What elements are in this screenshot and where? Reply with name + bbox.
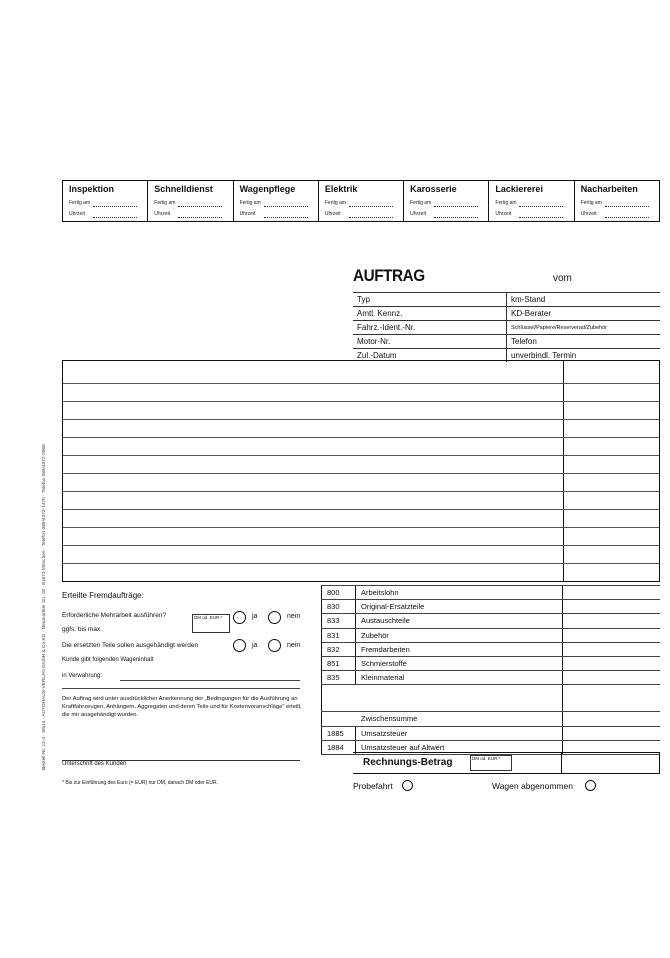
fertig-label: Fertig am bbox=[239, 200, 261, 206]
cost-code: 1885 bbox=[327, 728, 344, 738]
cell-border bbox=[355, 614, 356, 627]
table-row[interactable] bbox=[321, 726, 660, 740]
cell-border bbox=[561, 753, 562, 773]
vehicle-field-label[interactable]: Motor-Nr. bbox=[353, 335, 507, 349]
service-lackiererei[interactable] bbox=[489, 181, 574, 221]
service-elektrik[interactable] bbox=[319, 181, 404, 221]
table-row bbox=[353, 335, 660, 349]
mehrarbeit-label: Erforderliche Mehrarbeit ausführen? bbox=[62, 612, 167, 619]
table-row[interactable] bbox=[321, 684, 660, 711]
grid-line bbox=[63, 563, 659, 564]
costs-table bbox=[321, 585, 660, 755]
cost-label: Schmierstoffe bbox=[361, 658, 407, 668]
separator-line bbox=[62, 688, 300, 689]
table-row[interactable] bbox=[321, 670, 660, 684]
uhrzeit-label: Uhrzeit bbox=[410, 211, 426, 217]
uhrzeit-label: Uhrzeit bbox=[324, 211, 341, 217]
service-title: Lackiererei bbox=[495, 184, 543, 194]
grid-line bbox=[63, 419, 659, 420]
terms-text: Der Auftrag wird unter ausdrücklicher Anerkennung der „Bedingungen für die Ausführung an Kraftfahrzeugen, Anhängern, Aggregaten und deren Teile und für Kostenvoranschläge" erteilt, die mir ausgehändigt wurden. bbox=[62, 696, 302, 718]
vehicle-field-label[interactable]: KD-Berater bbox=[507, 307, 661, 321]
cost-code: 851 bbox=[327, 658, 340, 668]
table-row[interactable] bbox=[321, 628, 660, 642]
cost-code: 830 bbox=[327, 602, 340, 612]
vehicle-field-label[interactable]: Telefon bbox=[507, 335, 661, 349]
cell-border bbox=[562, 671, 563, 684]
grid-line bbox=[63, 545, 659, 546]
grid-line bbox=[63, 527, 659, 528]
verwahrung-label: in Verwahrung: bbox=[62, 673, 103, 679]
amount-field[interactable] bbox=[192, 614, 230, 633]
table-row[interactable] bbox=[321, 656, 660, 670]
uhrzeit-label: Uhrzeit bbox=[239, 211, 256, 217]
currency-note: DM od. EUR * bbox=[472, 756, 501, 761]
cell-border bbox=[562, 712, 563, 725]
cell-border bbox=[321, 657, 322, 670]
cell-border bbox=[321, 741, 322, 754]
cell-border bbox=[321, 629, 322, 642]
cell-border bbox=[355, 586, 356, 599]
probefahrt-label: Probefahrt bbox=[353, 781, 393, 791]
cost-code: 835 bbox=[327, 673, 340, 683]
vehicle-table bbox=[353, 292, 660, 362]
cell-border bbox=[355, 629, 356, 642]
cost-code: 831 bbox=[327, 630, 340, 640]
vehicle-field-label[interactable]: Zul.-Datum bbox=[353, 349, 507, 363]
fertig-label: Fertig am bbox=[410, 200, 432, 206]
cell-border bbox=[562, 643, 563, 656]
total-currency-field[interactable] bbox=[470, 755, 512, 771]
vom-label: vom bbox=[553, 273, 572, 284]
fertig-label: Fertig am bbox=[324, 200, 346, 206]
service-schnelldienst[interactable] bbox=[148, 181, 233, 221]
service-wagenpflege[interactable] bbox=[234, 181, 319, 221]
cell-border bbox=[355, 657, 356, 670]
grid-line bbox=[63, 383, 659, 384]
nein-label: nein bbox=[287, 642, 301, 649]
table-row bbox=[353, 307, 660, 321]
probefahrt-checkbox[interactable] bbox=[402, 780, 413, 791]
uhrzeit-label: Uhrzeit bbox=[69, 211, 85, 217]
service-title: Inspektion bbox=[69, 184, 115, 194]
cell-border bbox=[355, 671, 356, 684]
vehicle-field-label[interactable]: Typ bbox=[353, 293, 507, 307]
abgenommen-label: Wagen abgenommen bbox=[492, 781, 573, 791]
cell-border bbox=[562, 586, 563, 599]
column-divider bbox=[563, 361, 564, 581]
wageninhalt-label: Kunde gibt folgenden Wageninhalt bbox=[62, 657, 154, 663]
cost-code: 800 bbox=[327, 588, 340, 597]
service-title: Schnelldienst bbox=[154, 184, 213, 194]
cell-border bbox=[321, 586, 322, 599]
teile-ja-radio[interactable] bbox=[233, 639, 246, 652]
cell-border bbox=[321, 712, 322, 725]
cost-label: Zwischensumme bbox=[361, 714, 418, 724]
fertig-label: Fertig am bbox=[580, 200, 602, 206]
cost-label: Fremdarbeiten bbox=[361, 644, 410, 654]
cell-border bbox=[562, 614, 563, 627]
currency-note: DM od. EUR * bbox=[194, 615, 223, 620]
table-row[interactable] bbox=[321, 613, 660, 627]
cell-border bbox=[562, 657, 563, 670]
table-row[interactable] bbox=[321, 711, 660, 725]
cell-border bbox=[562, 727, 563, 740]
grid-line bbox=[63, 473, 659, 474]
euro-footnote: * Bis zur Einführung des Euro (= EUR) nur DM, danach DM oder EUR. bbox=[62, 780, 219, 786]
form-title: AUFTRAG bbox=[353, 266, 425, 285]
mehrarbeit-ja-radio[interactable] bbox=[233, 611, 246, 624]
teile-nein-radio[interactable] bbox=[268, 639, 281, 652]
fertig-label: Fertig am bbox=[154, 200, 176, 206]
vehicle-field-label[interactable]: Schlüssel/Papiere/Reserverad/Zubehör bbox=[507, 321, 661, 335]
abgenommen-checkbox[interactable] bbox=[585, 780, 596, 791]
fertig-label: Fertig am bbox=[69, 200, 91, 206]
ja-label: ja bbox=[252, 613, 258, 620]
table-row[interactable] bbox=[321, 585, 660, 599]
cost-label: Zubehör bbox=[361, 630, 389, 640]
cost-label: Original-Ersatzteile bbox=[361, 602, 425, 612]
service-title: Karosserie bbox=[410, 184, 457, 194]
service-title: Nacharbeiten bbox=[580, 184, 638, 194]
service-boxes bbox=[62, 180, 660, 222]
service-karosserie[interactable] bbox=[404, 181, 489, 221]
service-title: Elektrik bbox=[324, 184, 358, 194]
fertig-label: Fertig am bbox=[495, 200, 517, 206]
cell-border bbox=[562, 629, 563, 642]
publisher-imprint: Bestell-Nr. 12-3 · 9/614 · AUTOHAUS-VERLAG GmbH & Co.KG · Neumarkter Str. 18 · 81673 München · Telefon 089/4372-1476 · Telefax 089/4372-2866 bbox=[42, 444, 47, 770]
uhrzeit-label: Uhrzeit bbox=[495, 211, 512, 217]
cell-border bbox=[355, 600, 356, 613]
vehicle-field-label[interactable]: Fahrz.-Ident.-Nr. bbox=[353, 321, 507, 335]
cell-border bbox=[355, 643, 356, 656]
cell-border bbox=[562, 600, 563, 613]
grid-line bbox=[63, 437, 659, 438]
cell-border bbox=[321, 727, 322, 740]
cost-code: 833 bbox=[327, 616, 340, 626]
cell-border bbox=[321, 614, 322, 627]
cell-border bbox=[355, 727, 356, 740]
cell-border bbox=[321, 685, 322, 711]
work-description-grid[interactable] bbox=[62, 360, 660, 582]
uhrzeit-label: Uhrzeit bbox=[154, 211, 171, 217]
fremdauftraege-label: Erteilte Fremdaufträge: bbox=[62, 591, 144, 600]
vehicle-field-label[interactable]: Amtl. Kennz. bbox=[353, 307, 507, 321]
service-nacharbeiten[interactable] bbox=[575, 181, 659, 221]
cost-label: Arbeitslohn bbox=[361, 588, 399, 597]
cell-border bbox=[321, 643, 322, 656]
service-inspektion[interactable] bbox=[63, 181, 148, 221]
cell-border bbox=[321, 600, 322, 613]
verwahrung-line[interactable] bbox=[120, 680, 300, 681]
total-row[interactable] bbox=[353, 752, 660, 774]
vehicle-field-label[interactable]: unverbindl. Termin bbox=[507, 349, 661, 363]
cost-label: Umsatzsteuer bbox=[361, 728, 408, 738]
cost-code: 1884 bbox=[327, 742, 344, 752]
mehrarbeit-nein-radio[interactable] bbox=[268, 611, 281, 624]
bis-max-label: ggfs. bis max. bbox=[62, 626, 103, 633]
ja-label: ja bbox=[252, 642, 258, 649]
cell-border bbox=[562, 685, 563, 711]
cost-code: 832 bbox=[327, 644, 340, 654]
cell-border bbox=[321, 671, 322, 684]
grid-line bbox=[63, 491, 659, 492]
teile-label: Die ersetzten Teile sollen ausgehändigt werden bbox=[62, 642, 199, 649]
grid-line bbox=[63, 455, 659, 456]
table-row[interactable] bbox=[321, 642, 660, 656]
cost-label: Umsatzsteuer auf Altwert bbox=[361, 742, 445, 752]
uhrzeit-label: Uhrzeit bbox=[580, 211, 597, 217]
service-title: Wagenpflege bbox=[239, 184, 296, 194]
signature-label: Unterschrift des Kunden bbox=[62, 761, 127, 767]
cost-label: Austauschteile bbox=[361, 616, 410, 626]
table-row bbox=[353, 293, 660, 307]
grid-line bbox=[63, 401, 659, 402]
table-row bbox=[353, 321, 660, 335]
vehicle-field-label[interactable]: km-Stand bbox=[507, 293, 661, 307]
grid-line bbox=[63, 509, 659, 510]
nein-label: nein bbox=[287, 613, 301, 620]
cost-label: Kleinmaterial bbox=[361, 673, 405, 683]
table-row[interactable] bbox=[321, 599, 660, 613]
total-label: Rechnungs-Betrag bbox=[363, 757, 453, 768]
